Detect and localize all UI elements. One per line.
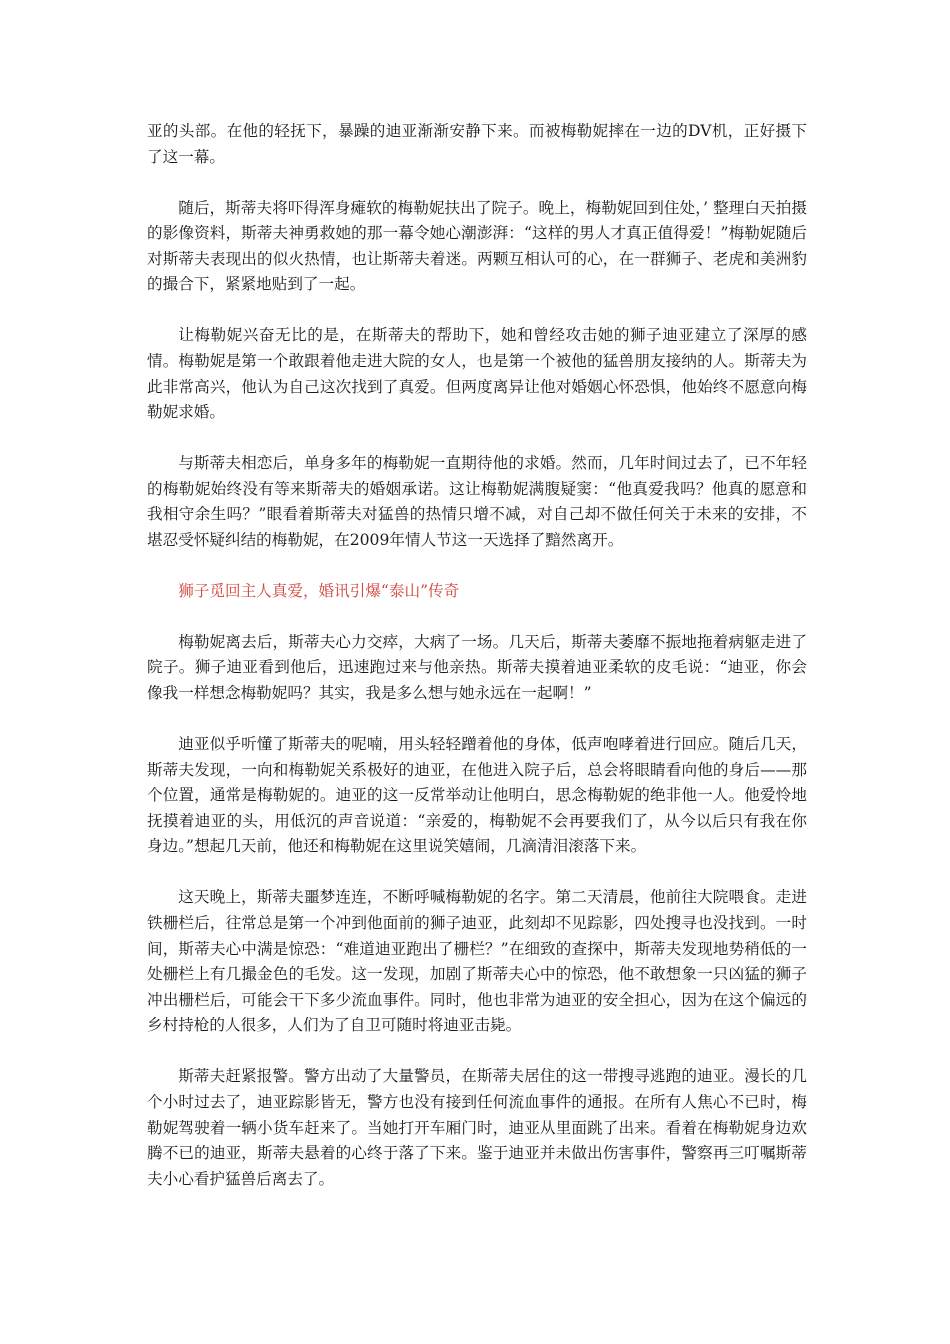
paragraph-continued: 亚的头部。在他的轻抚下，暴躁的迪亚渐渐安静下来。而被梅勒妮摔在一边的DV机，正好摄下了这一幕。 bbox=[147, 122, 807, 166]
paragraph: 梅勒妮离去后，斯蒂夫心力交瘁，大病了一场。几天后，斯蒂夫萎靡不振地拖着病躯走进了院子。狮子迪亚看到他后，迅速跑过来与他亲热。斯蒂夫摸着迪亚柔软的皮毛说：“迪亚，你会像我一样想念梅勒妮吗？其实，我是多么想与她永远在一起啊！” bbox=[147, 632, 807, 703]
paragraph: 让梅勒妮兴奋无比的是，在斯蒂夫的帮助下，她和曾经攻击她的狮子迪亚建立了深厚的感情。梅勒妮是第一个敢跟着他走进大院的女人，也是第一个被他的猛兽朋友接纳的人。斯蒂夫为此非常高兴，他认为自己这次找到了真爱。但两度离异让他对婚姻心怀恐惧，他始终不愿意向梅勒妮求婚。 bbox=[147, 326, 807, 422]
paragraph: 迪亚似乎听懂了斯蒂夫的呢喃，用头轻轻蹭着他的身体，低声咆哮着进行回应。随后几天，斯蒂夫发现，一向和梅勒妮关系极好的迪亚，在他进入院子后，总会将眼睛看向他的身后——那个位置，通常是梅勒妮的。迪亚的这一反常举动让他明白，思念梅勒妮的绝非他一人。他爱怜地抚摸着迪亚的头，用低沉的声音说道：“亲爱的，梅勒妮不会再要我们了，从今以后只有我在你身边。”想起几天前，他还和梅勒妮在这里说笑嬉闹，几滴清泪滚落下来。 bbox=[147, 735, 807, 856]
article-body bbox=[147, 119, 807, 1218]
paragraph: 这天晚上，斯蒂夫噩梦连连，不断呼喊梅勒妮的名字。第二天清晨，他前往大院喂食。走进铁栅栏后，往常总是第一个冲到他面前的狮子迪亚，此刻却不见踪影，四处搜寻也没找到。一时间，斯蒂夫心中满是惊恐：“难道迪亚跑出了栅栏？”在细致的查探中，斯蒂夫发现地势稍低的一处栅栏上有几撮金色的毛发。这一发现，加剧了斯蒂夫心中的惊恐，他不敢想象一只凶猛的狮子冲出栅栏后，可能会干下多少流血事件。同时，他也非常为迪亚的安全担心，因为在这个偏远的乡村持枪的人很多，人们为了自卫可随时将迪亚击毙。 bbox=[147, 888, 807, 1035]
paragraph: 随后，斯蒂夫将吓得浑身瘫软的梅勒妮扶出了院子。晚上，梅勒妮回到住处，’ 整理白天拍摄的影像资料，斯蒂夫神勇救她的那一幕令她心潮澎湃：“这样的男人才真正值得爱！”梅勒妮随后对斯蒂夫表现出的似火热情，也让斯蒂夫着迷。两颗互相认可的心，在一群狮子、老虎和美洲豹的撮合下，紧紧地贴到了一起。 bbox=[147, 198, 807, 294]
paragraph: 斯蒂夫赶紧报警。警方出动了大量警员，在斯蒂夫居住的这一带搜寻逃跑的迪亚。漫长的几个小时过去了，迪亚踪影皆无，警方也没有接到任何流血事件的通报。在所有人焦心不已时，梅勒妮驾驶着一辆小货车赶来了。当她打开车厢门时，迪亚从里面跳了出来。看着在梅勒妮身边欢腾不已的迪亚，斯蒂夫悬着的心终于落了下来。鉴于迪亚并未做出伤害事件，警察再三叮嘱斯蒂夫小心看护猛兽后离去了。 bbox=[147, 1067, 807, 1188]
section-heading: 狮子觅回主人真爱，婚讯引爆“泰山”传奇 bbox=[178, 581, 460, 600]
paragraph: 与斯蒂夫相恋后，单身多年的梅勒妮一直期待他的求婚。然而，几年时间过去了，已不年轻的梅勒妮始终没有等来斯蒂夫的婚姻承诺。这让梅勒妮满腹疑窦：“他真爱我吗？他真的愿意和我相守余生吗？”眼看着斯蒂夫对猛兽的热情只增不减，对自己却不做任何关于未来的安排，不堪忍受怀疑纠结的梅勒妮，在2009年情人节这一天选择了黯然离开。 bbox=[147, 454, 807, 549]
